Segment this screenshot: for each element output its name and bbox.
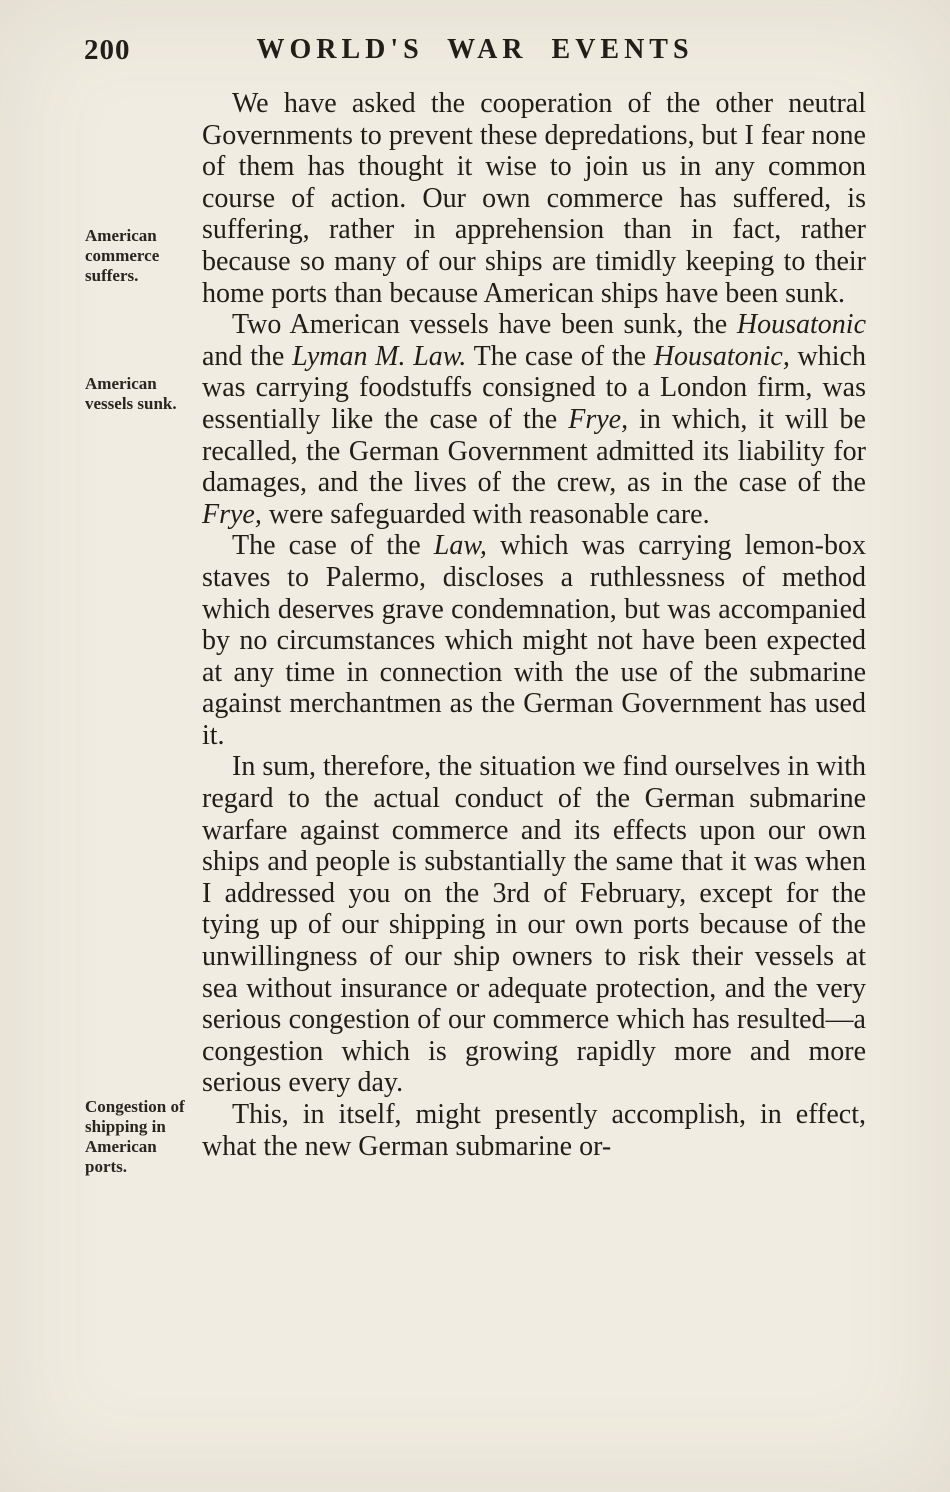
text-run: which was carrying lemon-box staves to Palermo, discloses a ruthlessness of method which deserves grave condemnation, but was accompanied by no circumstances which might not have been expected at any time in connection with the use of the submarine against merchantmen as the German Government has used it. [202,530,866,751]
text-run: and the [202,340,293,372]
text-run: were safeguarded with reasonable care. [261,498,710,530]
text-run: This, in itself, might presently accomplish, in effect, what the new German submarine or- [202,1099,866,1162]
paragraph [202,1099,866,1162]
sidenote-american-commerce: American commerce suffers. [85,226,160,285]
text-run: The case of the [466,340,654,372]
text-run: The case of the [232,530,434,562]
text-run: We have asked the cooperation of the other neutral Governments to prevent these depredations, but I fear none of them has thought it wise to join us in any common course of action. Our own commerce has suffered, is suffering, rather in apprehension than in fact, rather because so many of our ships are timidly keeping to their home ports than because American ships have been sunk. [202,88,866,309]
italic-text-run: Law, [433,530,487,562]
text-run: Two American vessels have been sunk, the [232,309,737,341]
sidenote-congestion: Congestion of shipping in American ports. [85,1097,185,1176]
body-text [202,88,866,1162]
paragraph [202,751,866,1099]
text-run: in which, it will be recalled, the German Government admitted its liability for damages, and the lives of the crew, as in the case of the [202,403,866,499]
text-run: In sum, therefore, the situation we find ourselves in with regard to the actual conduct of the German submarine warfare against commerce and its effects upon our own ships and people is substantially the same that it was when I addressed you on the 3rd of February, except for the tying up of our shipping in our own ports because of the unwillingness of our ship owners to risk their vessels at sea without insurance or adequate protection, and the very serious congestion of our commerce which has resulted—a congestion which is growing rapidly more and more serious every day. [202,751,866,1099]
text-run: which was carrying foodstuffs consigned to a London firm, was essentially like the case of the [202,340,866,435]
paragraph [202,88,866,309]
paragraph [202,309,866,530]
running-head: WORLD'S WAR EVENTS [256,34,694,65]
italic-text-run: Frye, [202,498,262,530]
page-number: 200 [84,34,131,66]
paragraph [202,530,866,751]
italic-text-run: Housatonic [736,309,866,341]
italic-text-run: Frye, [568,403,629,435]
italic-text-run: Lyman M. Law. [292,340,467,372]
italic-text-run: Housatonic, [653,340,790,372]
sidenote-american-vessels: American vessels sunk. [85,374,177,413]
